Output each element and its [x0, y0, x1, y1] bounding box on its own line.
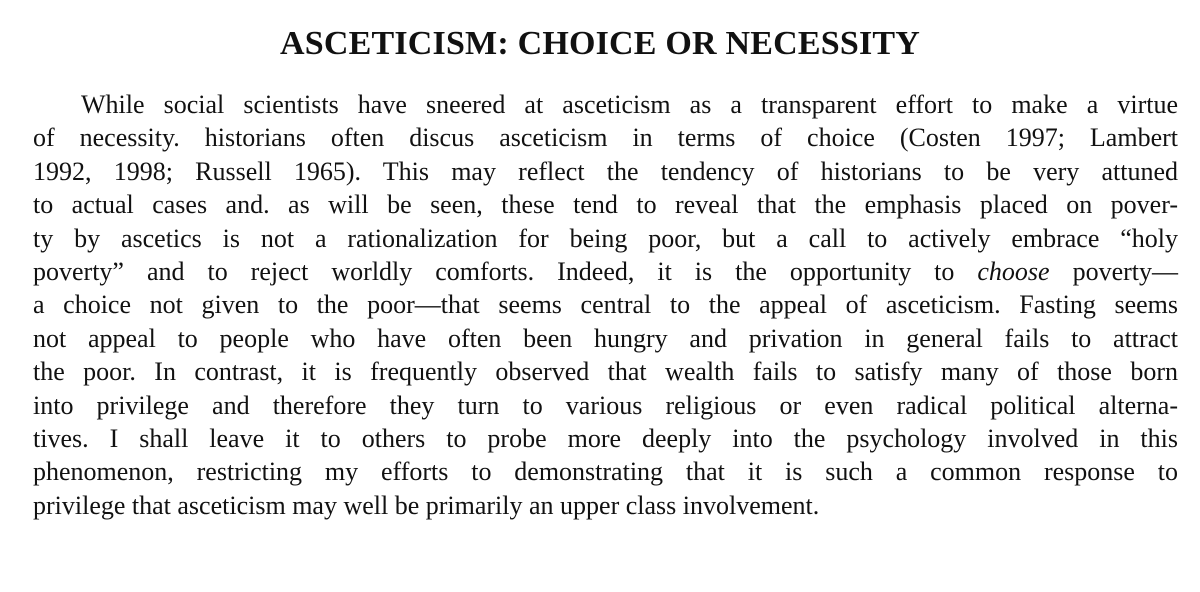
text-line	[33, 255, 1178, 288]
text-line: to actual cases and. as will be seen, these tend to reveal that the emphasis placed on pover-	[33, 190, 1178, 220]
text-line: not appeal to people who have often been hungry and privation in general fails to attract	[33, 323, 1178, 353]
text-segment: poverty” and to reject worldly comforts. Indeed, it is the opportunity to	[33, 256, 978, 286]
text-line: While social scientists have sneered at asceticism as a transparent effort to make a virtue	[81, 90, 1178, 119]
text-line: ty by ascetics is not a rationalization for being poor, but a call to actively embrace “holy	[33, 223, 1178, 253]
text-segment: poverty—	[1049, 256, 1178, 286]
text-line: of necessity. historians often discus asceticism in terms of choice (Costen 1997; Lambert	[33, 123, 1178, 153]
text-line: into privilege and therefore they turn to various religious or even radical political alterna-	[33, 390, 1178, 420]
body-paragraph	[33, 88, 1178, 522]
text-line: 1992, 1998; Russell 1965). This may reflect the tendency of historians to be very attuned	[33, 156, 1178, 186]
text-line: privilege that asceticism may well be primarily an upper class involvement.	[33, 490, 820, 520]
text-line: a choice not given to the poor—that seems central to the appeal of asceticism. Fasting seems	[33, 290, 1178, 320]
text-line: tives. I shall leave it to others to probe more deeply into the psychology involved in this	[33, 423, 1178, 453]
text-line: the poor. In contrast, it is frequently observed that wealth fails to satisfy many of those born	[33, 357, 1178, 387]
section-heading: ASCETICISM: CHOICE OR NECESSITY	[279, 25, 921, 62]
text-line: phenomenon, restricting my efforts to demonstrating that it is such a common response to	[33, 457, 1178, 487]
emphasis-text: choose	[977, 256, 1050, 286]
